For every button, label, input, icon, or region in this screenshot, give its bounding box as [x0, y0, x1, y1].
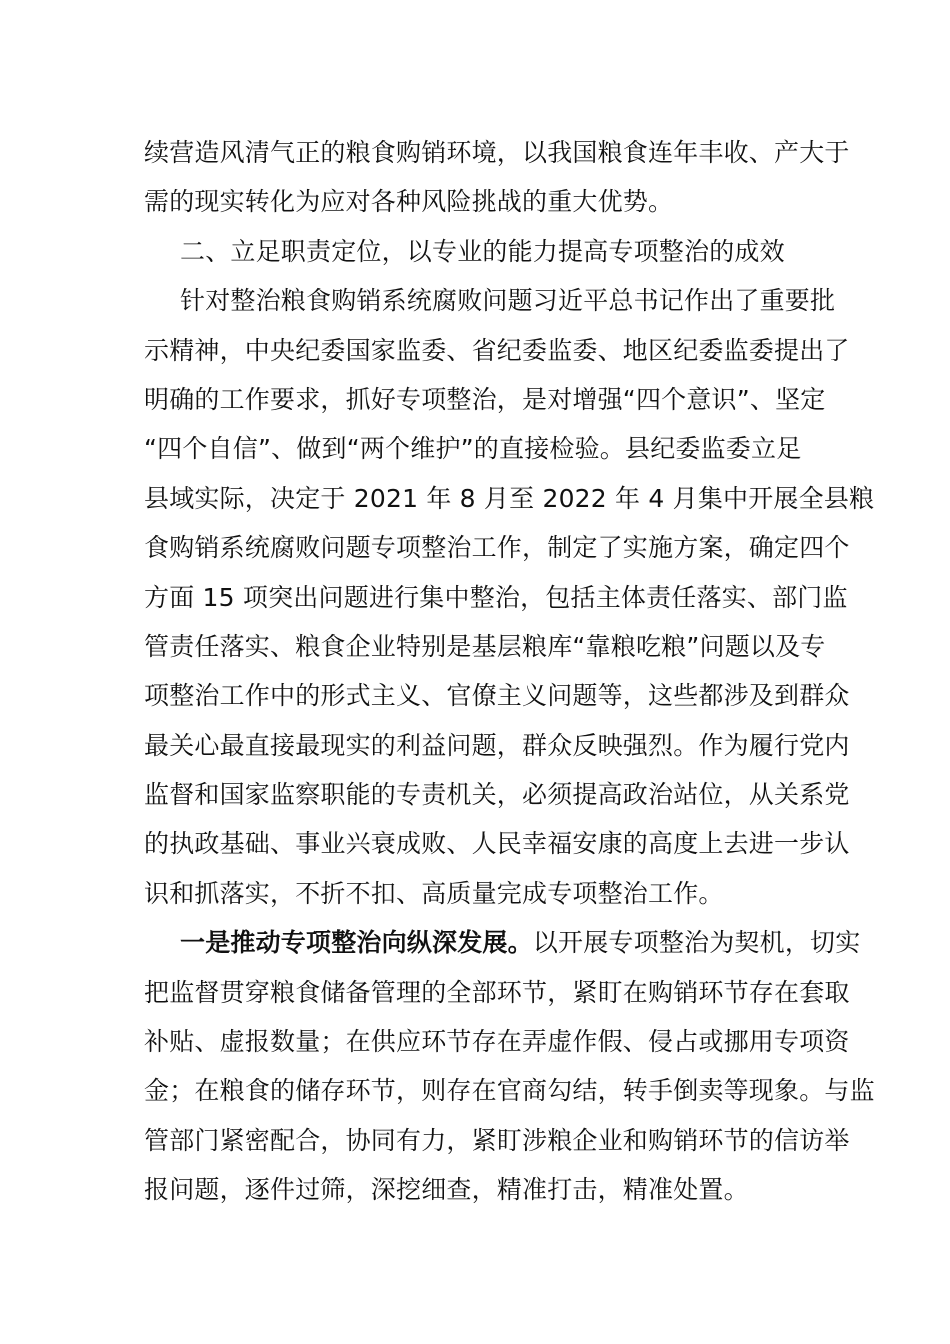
text-line: 方面 15 项突出问题进行集中整治，包括主体责任落实、部门监	[144, 582, 848, 612]
paragraph-lead-line	[144, 918, 861, 967]
text-line: 的执政基础、事业兴衰成败、人民幸福安康的高度上去进一步认	[144, 829, 850, 859]
text-line: 管责任落实、粮食企业特别是基层粮库“靠粮吃粮”问题以及专	[144, 631, 826, 661]
text-line: 金；在粮食的储存环节，则存在官商勾结，转手倒卖等现象。与监	[144, 1076, 875, 1106]
text-line: 项整治工作中的形式主义、官僚主义问题等，这些都涉及到群众	[144, 681, 850, 711]
text-line: 续营造风清气正的粮食购销环境，以我国粮食连年丰收、产大于	[144, 138, 850, 167]
section-heading: 二、立足职责定位，以专业的能力提高专项整治的成效	[180, 236, 785, 266]
text-line: 示精神，中央纪委国家监委、省纪委监委、地区纪委监委提出了	[144, 335, 850, 365]
text-line: 监督和国家监察职能的专责机关，必须提高政治站位，从关系党	[144, 780, 850, 810]
text-line: 明确的工作要求，抓好专项整治，是对增强“四个意识”、坚定	[144, 384, 826, 414]
text-line: 针对整治粮食购销系统腐败问题习近平总书记作出了重要批	[180, 286, 836, 316]
text-line: 报问题，逐件过筛，深挖细查，精准打击，精准处置。	[144, 1175, 749, 1205]
text-line: 补贴、虚报数量；在供应环节存在弄虚作假、侵占或挪用专项资	[144, 1027, 850, 1057]
document-body	[144, 128, 875, 1215]
text-line: 食购销系统腐败问题专项整治工作，制定了实施方案，确定四个	[144, 533, 850, 563]
text-line: 管部门紧密配合，协同有力，紧盯涉粮企业和购销环节的信访举	[144, 1125, 850, 1155]
text-line: 最关心最直接最现实的利益问题，群众反映强烈。作为履行党内	[144, 730, 850, 760]
text-line: “四个自信”、做到“两个维护”的直接检验。县纪委监委立足	[144, 434, 802, 464]
text-line: 把监督贯穿粮食储备管理的全部环节，紧盯在购销环节存在套取	[144, 977, 850, 1007]
text-line: 需的现实转化为应对各种风险挑战的重大优势。	[144, 187, 674, 217]
paragraph-lead-rest: 以开展专项整治为契机，切实	[532, 928, 861, 958]
text-line: 识和抓落实，不折不扣、高质量完成专项整治工作。	[144, 878, 724, 908]
text-line: 县域实际，决定于 2021 年 8 月至 2022 年 4 月集中开展全县粮	[144, 483, 875, 513]
paragraph-bold-lead: 一是推动专项整治向纵深发展。	[180, 928, 533, 958]
